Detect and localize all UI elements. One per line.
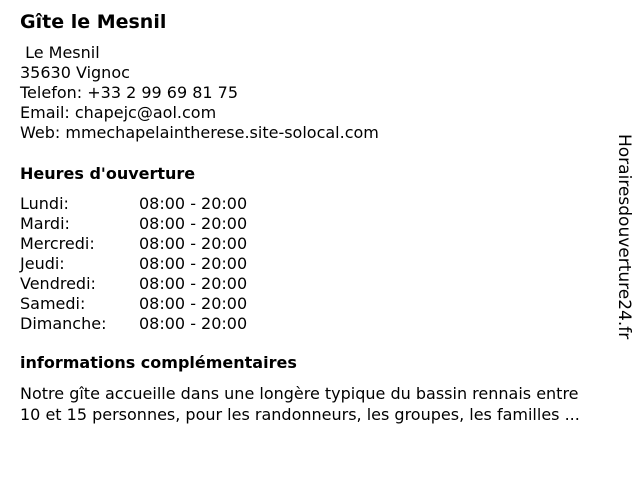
hours-heading: Heures d'ouverture bbox=[20, 164, 196, 183]
hours-time: 08:00 - 20:00 bbox=[139, 314, 248, 333]
hours-day: Vendredi: bbox=[20, 274, 96, 293]
address-block bbox=[20, 43, 379, 143]
hours-row bbox=[20, 254, 247, 274]
hours-day: Mercredi: bbox=[20, 234, 95, 253]
info-description: Notre gîte accueille dans une longère typique du bassin rennais entre 10 et 15 personnes, pour les randonneurs, les groupes, les familles ... bbox=[20, 384, 580, 424]
hours-time: 08:00 - 20:00 bbox=[139, 254, 248, 273]
hours-row bbox=[20, 214, 247, 234]
email-line: Email: chapejc@aol.com bbox=[20, 103, 217, 122]
hours-time: 08:00 - 20:00 bbox=[139, 214, 248, 233]
hours-time: 08:00 - 20:00 bbox=[139, 294, 248, 313]
web-line: Web: mmechapelaintherese.site-solocal.com bbox=[20, 123, 379, 142]
hours-day: Samedi: bbox=[20, 294, 86, 313]
hours-time: 08:00 - 20:00 bbox=[139, 234, 248, 253]
info-heading: informations complémentaires bbox=[20, 353, 297, 372]
hours-day: Dimanche: bbox=[20, 314, 107, 333]
hours-row bbox=[20, 314, 247, 334]
hours-day: Jeudi: bbox=[20, 254, 65, 273]
city-line: 35630 Vignoc bbox=[20, 63, 130, 82]
street-line: Le Mesnil bbox=[20, 43, 100, 62]
hours-row bbox=[20, 294, 247, 314]
hours-table bbox=[20, 194, 247, 334]
site-watermark: Horairesdouverture24.fr bbox=[614, 134, 634, 340]
hours-row bbox=[20, 234, 247, 254]
hours-row bbox=[20, 274, 247, 294]
hours-day: Lundi: bbox=[20, 194, 69, 213]
hours-time: 08:00 - 20:00 bbox=[139, 194, 248, 213]
hours-time: 08:00 - 20:00 bbox=[139, 274, 248, 293]
hours-day: Mardi: bbox=[20, 214, 70, 233]
hours-row bbox=[20, 194, 247, 214]
phone-line: Telefon: +33 2 99 69 81 75 bbox=[20, 83, 239, 102]
place-title: Gîte le Mesnil bbox=[20, 11, 167, 33]
